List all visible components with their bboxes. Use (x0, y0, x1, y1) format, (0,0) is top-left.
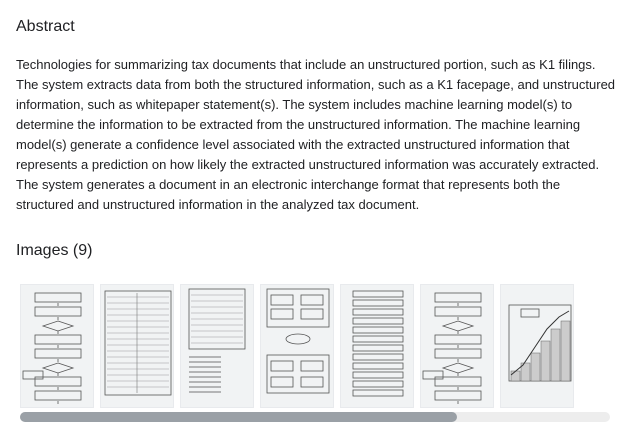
image-thumbnail[interactable] (20, 284, 94, 408)
abstract-text: Technologies for summarizing tax documents that include an unstructured portion, such as K1 filings. The system extracts data from both the structured information, such as a K1 facepage, and unstructured information, such as whitepaper statement(s). The system includes machine learning model(s) to determine the information to be extracted from the unstructured information. The machine learning model(s) generate a confidence level associated with the extracted unstructured information that represents a prediction on how likely the extracted unstructured information was accurately extracted. The system generates a document in an electronic interchange format that represents both the structured and unstructured information in the analyzed tax document. (16, 57, 616, 212)
patent-figure-drawing (21, 285, 94, 408)
horizontal-scrollbar[interactable] (20, 412, 610, 422)
image-thumbnail[interactable] (100, 284, 174, 408)
patent-figure-drawing (341, 285, 414, 408)
patent-figure-drawing (421, 285, 494, 408)
image-thumbnail[interactable] (180, 284, 254, 408)
patent-figure-drawing (101, 285, 174, 408)
image-thumbnail-strip[interactable] (20, 284, 610, 408)
abstract-heading: Abstract (16, 18, 75, 35)
image-thumbnail[interactable] (340, 284, 414, 408)
images-heading: Images (9) (16, 242, 93, 259)
scrollbar-thumb[interactable] (20, 412, 457, 422)
image-thumbnail[interactable] (500, 284, 574, 408)
image-thumbnail[interactable] (260, 284, 334, 408)
patent-figure-drawing (261, 285, 334, 408)
patent-figure-drawing (501, 285, 574, 408)
image-thumbnail[interactable] (420, 284, 494, 408)
patent-figure-drawing (181, 285, 254, 408)
